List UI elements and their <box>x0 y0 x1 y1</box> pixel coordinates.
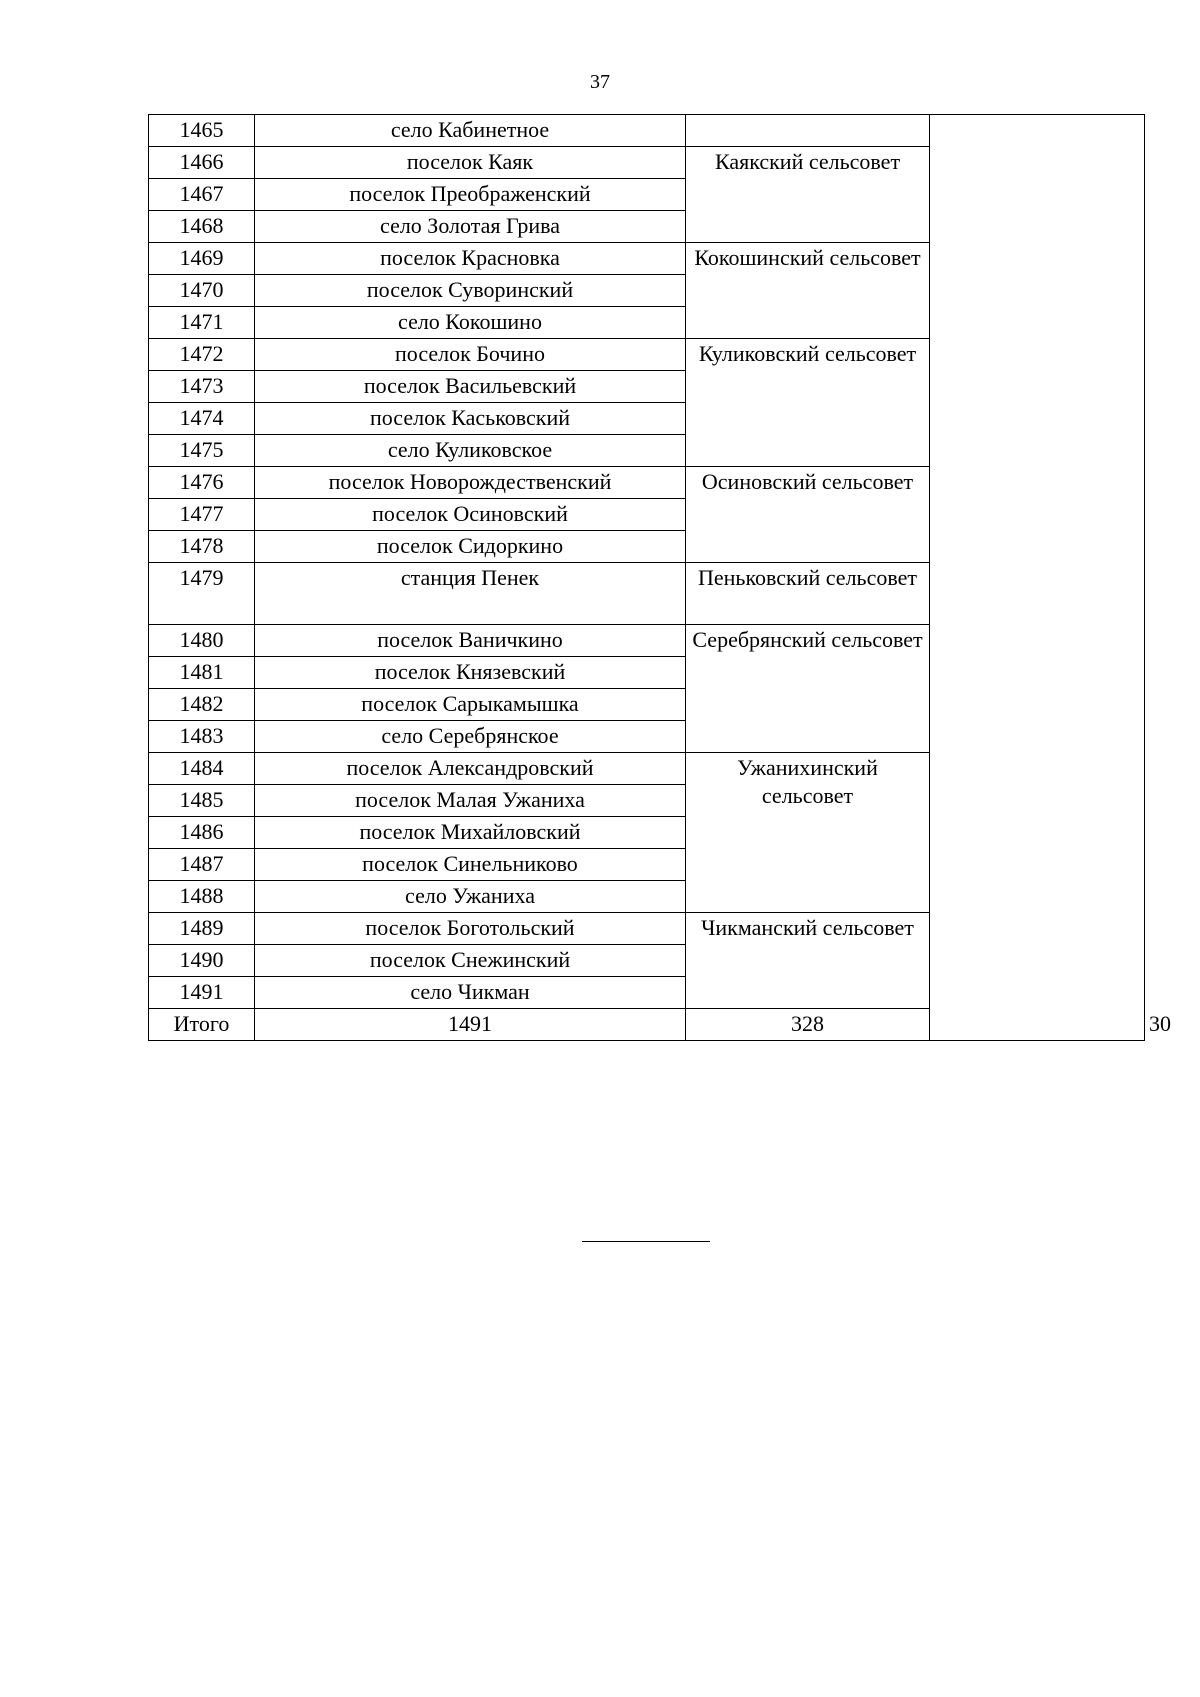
settlement-name: поселок Боготольский <box>255 913 686 945</box>
settlement-name: село Золотая Грива <box>255 211 686 243</box>
row-number: 1468 <box>149 211 255 243</box>
settlement-name: село Серебрянское <box>255 721 686 753</box>
settlement-name: поселок Синельниково <box>255 849 686 881</box>
row-number: 1485 <box>149 785 255 817</box>
row-number: 1481 <box>149 657 255 689</box>
council-name: Кокошинский сельсовет <box>686 243 930 339</box>
council-name: Куликовский сельсовет <box>686 339 930 467</box>
settlement-name: село Ужаниха <box>255 881 686 913</box>
council-name: Серебрянский сельсовет <box>686 625 930 753</box>
settlement-name: поселок Преображенский <box>255 179 686 211</box>
row-number: 1484 <box>149 753 255 785</box>
settlement-name: поселок Ваничкино <box>255 625 686 657</box>
settlement-name: поселок Князевский <box>255 657 686 689</box>
settlement-name: село Кабинетное <box>255 115 686 147</box>
table-row <box>149 115 1145 147</box>
settlement-name: поселок Каськовский <box>255 403 686 435</box>
settlement-name: село Куликовское <box>255 435 686 467</box>
council-name: Ужанихинский сельсовет <box>686 753 930 913</box>
row-number: 1465 <box>149 115 255 147</box>
settlement-name: село Кокошино <box>255 307 686 339</box>
row-number: 1466 <box>149 147 255 179</box>
settlement-name: поселок Сарыкамышка <box>255 689 686 721</box>
settlement-name: поселок Новорождественский <box>255 467 686 499</box>
total-row: Итого 1491 328 30 <box>149 1009 1145 1041</box>
settlement-name: поселок Осиновский <box>255 499 686 531</box>
settlement-name: станция Пенек <box>255 563 686 625</box>
row-number: 1483 <box>149 721 255 753</box>
row-number: 1486 <box>149 817 255 849</box>
row-number: 1474 <box>149 403 255 435</box>
row-number: 1475 <box>149 435 255 467</box>
settlement-name: поселок Красновка <box>255 243 686 275</box>
row-number: 1471 <box>149 307 255 339</box>
row-number: 1482 <box>149 689 255 721</box>
row-number: 1476 <box>149 467 255 499</box>
row-number: 1489 <box>149 913 255 945</box>
settlement-name: поселок Бочино <box>255 339 686 371</box>
settlements-table <box>148 114 1171 1041</box>
settlement-name: поселок Суворинский <box>255 275 686 307</box>
row-number: 1480 <box>149 625 255 657</box>
row-number: 1478 <box>149 531 255 563</box>
settlement-name: поселок Александровский <box>255 753 686 785</box>
row-number: 1477 <box>149 499 255 531</box>
row-number: 1467 <box>149 179 255 211</box>
row-number: 1479 <box>149 563 255 625</box>
council-name: Чикманский сельсовет <box>686 913 930 1009</box>
row-number: 1487 <box>149 849 255 881</box>
end-separator-line <box>582 1241 710 1242</box>
row-number: 1469 <box>149 243 255 275</box>
council-name: Пеньковский сельсовет <box>686 563 930 625</box>
row-number: 1491 <box>149 977 255 1009</box>
total-label: Итого <box>149 1009 255 1041</box>
settlement-name: поселок Михайловский <box>255 817 686 849</box>
settlement-name: поселок Васильевский <box>255 371 686 403</box>
settlement-name: село Чикман <box>255 977 686 1009</box>
row-number: 1473 <box>149 371 255 403</box>
total-settlements: 1491 <box>255 1009 686 1041</box>
council-name: Каякский сельсовет <box>686 147 930 243</box>
settlement-name: поселок Каяк <box>255 147 686 179</box>
row-number: 1472 <box>149 339 255 371</box>
row-number: 1490 <box>149 945 255 977</box>
row-number: 1488 <box>149 881 255 913</box>
settlement-name: поселок Сидоркино <box>255 531 686 563</box>
council-name: Осиновский сельсовет <box>686 467 930 563</box>
district-cell-empty <box>930 115 1145 1041</box>
page-number: 37 <box>590 71 610 93</box>
settlement-name: поселок Снежинский <box>255 945 686 977</box>
settlement-name: поселок Малая Ужаниха <box>255 785 686 817</box>
total-councils: 328 <box>686 1009 930 1041</box>
row-number: 1470 <box>149 275 255 307</box>
council-cell-empty <box>686 115 930 147</box>
